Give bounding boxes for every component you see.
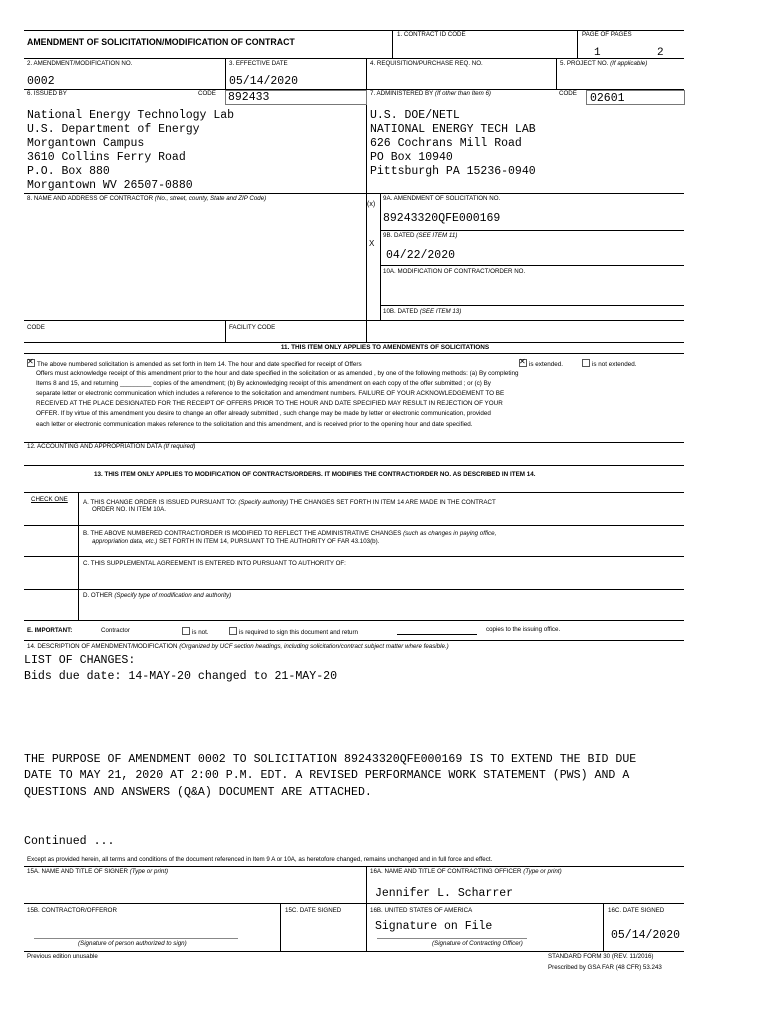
- rule: [366, 193, 367, 342]
- rule: [24, 342, 684, 343]
- signature-person-caption: (Signature of person authorized to sign): [78, 940, 187, 947]
- contractor-code-label: CODE: [27, 324, 45, 331]
- important-contractor: Contractor: [101, 627, 130, 634]
- officer-date-signed-value: 05/14/2020: [611, 929, 681, 942]
- issued-address-line: U.S. Department of Energy: [27, 123, 200, 136]
- rule: [380, 230, 684, 231]
- rule: [392, 30, 393, 58]
- issued-address-line: 3610 Collins Ferry Road: [27, 151, 186, 164]
- officer-date-signed-label: 16C. DATE SIGNED: [608, 907, 665, 914]
- item11-text-line: Items 8 and 15, and returning _________ copies of the amendment; (b) By acknowledging receipt of this amendment on each copy of the offer submitted ; or (c) By: [36, 380, 491, 387]
- usa-label: 16B. UNITED STATES OF AMERICA: [370, 907, 473, 914]
- rule: [78, 492, 79, 620]
- item11-text-line: each letter or electronic communication makes reference to the solicitation and this amendment, and is received prior to the opening hour and date specified.: [36, 421, 473, 428]
- rule: [24, 353, 684, 354]
- page-number: 1: [594, 47, 601, 59]
- contract-id-label: 1. CONTRACT ID CODE: [397, 31, 466, 38]
- rule: [24, 951, 684, 952]
- rule: [24, 589, 684, 590]
- accounting-data-label: 12. ACCOUNTING AND APPROPRIATION DATA (If required): [27, 443, 196, 450]
- dated-9b-label: 9B. DATED (SEE ITEM 11): [383, 232, 458, 239]
- rule: [556, 58, 557, 89]
- important-is-required: is required to sign this document and return: [229, 627, 358, 637]
- facility-code-label: FACILITY CODE: [229, 324, 276, 331]
- item13-c-line: C. THIS SUPPLEMENTAL AGREEMENT IS ENTERED INTO PURSUANT TO AUTHORITY OF:: [83, 560, 346, 567]
- page-total: 2: [657, 47, 664, 59]
- rule: [603, 903, 604, 951]
- administered-address-line: U.S. DOE/NETL: [370, 109, 460, 122]
- checkbox-checked-icon: [27, 359, 35, 367]
- rule: [24, 903, 684, 904]
- rule: [366, 58, 367, 193]
- dated-10b-label: 10B. DATED (SEE ITEM 13): [383, 308, 462, 315]
- effective-date-value: 05/14/2020: [229, 75, 299, 88]
- administered-address-line: Pittsburgh PA 15236-0940: [370, 165, 536, 178]
- officer-name-label: 16A. NAME AND TITLE OF CONTRACTING OFFICER (Type or print): [370, 868, 562, 875]
- item13-a-line2: ORDER NO. IN ITEM 10A.: [92, 506, 166, 513]
- item9-mark-column: (x): [367, 201, 376, 208]
- item13-b-line: B. THE ABOVE NUMBERED CONTRACT/ORDER IS MODIFIED TO REFLECT THE ADMINISTRATIVE CHANGES (such as changes in paying office,: [83, 530, 497, 537]
- item11-text-line: separate letter or electronic communication which includes a reference to the solicitation and amendment numbers. FAILURE OF YOUR ACKNOWLEDGEMENT TO BE: [36, 390, 505, 397]
- description-line: QUESTIONS AND ANSWERS (Q&A) DOCUMENT ARE ATTACHED.: [24, 786, 372, 799]
- project-no-label: 5. PROJECT NO. (If applicable): [560, 60, 648, 67]
- contractor-date-signed-label: 15C. DATE SIGNED: [285, 907, 342, 914]
- item11-text-line: OFFER. If by virtue of this amendment you desire to change an offer already submitted , such change may be made by letter or electronic communication, provided: [36, 410, 491, 417]
- requisition-label: 4. REQUISITION/PURCHASE REQ. NO.: [370, 60, 483, 67]
- issued-address-line: P.O. Box 880: [27, 165, 110, 178]
- modification-contract-label: 10A. MODIFICATION OF CONTRACT/ORDER NO.: [383, 268, 526, 275]
- item13-b-line2: appropriation data, etc.) SET FORTH IN ITEM 14, PURSUANT TO THE AUTHORITY OF FAR 43.103(b).: [92, 538, 380, 545]
- standard-form-note: STANDARD FORM 30 (REV. 11/2016): [548, 953, 654, 960]
- issued-address-line: Morgantown WV 26507-0880: [27, 179, 193, 192]
- item13-d-line: D. OTHER (Specify type of modification and authority): [83, 592, 232, 599]
- issued-code-label: CODE: [198, 90, 216, 97]
- item13-header: 13. THIS ITEM ONLY APPLIES TO MODIFICATION OF CONTRACTS/ORDERS. IT MODIFIES THE CONTRACT/ORDER NO. AS DESCRIBED IN ITEM 14.: [94, 471, 536, 478]
- rule: [24, 465, 684, 466]
- rule: [280, 903, 281, 951]
- item9b-mark: X: [369, 239, 375, 248]
- signature-line: [34, 938, 238, 939]
- rule: [24, 525, 684, 526]
- rule: [225, 58, 226, 89]
- description-label: 14. DESCRIPTION OF AMENDMENT/MODIFICATION (Organized by UCF section headings, including solicitation/contract subject matter where feasible.): [27, 643, 449, 650]
- checkbox-checked-icon: [519, 359, 527, 367]
- amendment-solicitation-value: 89243320QFE000169: [383, 212, 501, 225]
- check-one-label: CHECK ONE: [31, 496, 68, 503]
- important-is-not: is not.: [182, 627, 209, 637]
- rule: [24, 320, 684, 321]
- not-extended-option: is not extended.: [582, 359, 636, 370]
- item11-header: 11. THIS ITEM ONLY APPLIES TO AMENDMENTS OF SOLICITATIONS: [280, 344, 490, 351]
- item11-text-line: RECEIVED AT THE PLACE DESIGNATED FOR THE RECEIPT OF OFFERS PRIOR TO THE HOUR AND DATE SPECIFIED MAY RESULT IN REJECTION OF YOUR: [36, 400, 503, 407]
- administered-address-line: PO Box 10940: [370, 151, 453, 164]
- effective-date-label: 3. EFFECTIVE DATE: [229, 60, 288, 67]
- previous-edition-note: Previous edition unusable: [27, 953, 98, 960]
- item13-a-line: A. THIS CHANGE ORDER IS ISSUED PURSUANT TO: (Specify authority) THE CHANGES SET FORTH IN ITEM 14 ARE MADE IN THE CONTRACT: [83, 499, 496, 506]
- rule: [24, 556, 684, 557]
- except-statement: Except as provided herein, all terms and conditions of the document referenced in Item 9 A or 10A, as heretofore changed, remains unchanged and in full force and effect.: [27, 856, 493, 863]
- rule: [24, 640, 684, 641]
- signer-name-label: 15A. NAME AND TITLE OF SIGNER (Type or print): [27, 868, 169, 875]
- rule: [577, 30, 578, 58]
- contractor-offeror-label: 15B. CONTRACTOR/OFFEROR: [27, 907, 117, 914]
- dated-9b-value: 04/22/2020: [386, 249, 456, 262]
- administered-code-value: 02601: [590, 92, 625, 105]
- rule: [24, 620, 684, 621]
- rule: [225, 320, 226, 342]
- description-line: Bids due date: 14-MAY-20 changed to 21-MAY-20: [24, 670, 338, 683]
- copies-blank: [397, 634, 477, 635]
- important-copies: copies to the issuing office.: [486, 626, 561, 633]
- signature-officer-caption: (Signature of Contracting Officer): [432, 940, 523, 947]
- prescribed-note: Prescribed by GSA FAR (48 CFR) 53.243: [548, 964, 662, 971]
- officer-name-value: Jennifer L. Scharrer: [375, 887, 514, 900]
- issued-address-line: National Energy Technology Lab: [27, 109, 235, 122]
- checkbox-icon: [182, 627, 190, 635]
- checkbox-icon: [582, 359, 590, 367]
- checkbox-icon: [229, 627, 237, 635]
- rule: [24, 193, 684, 194]
- rule: [24, 58, 684, 59]
- rule: [366, 866, 367, 951]
- description-line: DATE TO MAY 21, 2020 AT 2:00 P.M. EDT. A REVISED PERFORMANCE WORK STATEMENT (PWS) AND A: [24, 769, 630, 782]
- contractor-label: 8. NAME AND ADDRESS OF CONTRACTOR (No., street, county, State and ZIP Code): [27, 195, 267, 202]
- rule: [24, 866, 684, 867]
- administered-code-label: CODE: [559, 90, 577, 97]
- administered-address-line: NATIONAL ENERGY TECH LAB: [370, 123, 536, 136]
- issued-address-line: Morgantown Campus: [27, 137, 145, 150]
- signature-line: [377, 938, 527, 939]
- extended-option: ✕ is extended.: [519, 359, 563, 370]
- amendment-no-label: 2. AMENDMENT/MODIFICATION NO.: [27, 60, 133, 67]
- item11-lead: ✕The above numbered solicitation is amended as set forth in Item 14. The hour and date specified for receipt of Offers: [27, 359, 362, 370]
- amendment-solicitation-label: 9A. AMENDMENT OF SOLICITATION NO.: [383, 195, 501, 202]
- form-title: AMENDMENT OF SOLICITATION/MODIFICATION OF CONTRACT: [27, 37, 295, 47]
- administered-address-line: 626 Cochrans Mill Road: [370, 137, 522, 150]
- officer-signature-value: Signature on File: [375, 920, 493, 933]
- issued-by-label: 6. ISSUED BY: [27, 90, 67, 97]
- description-line: THE PURPOSE OF AMENDMENT 0002 TO SOLICITATION 89243320QFE000169 IS TO EXTEND THE BID DUE: [24, 753, 637, 766]
- administered-by-label: 7. ADMINISTERED BY (If other than Item 6): [370, 90, 491, 97]
- item11-text-line: Offers must acknowledge receipt of this amendment prior to the hour and date specified in the solicitation or as amended , by one of the following methods: (a) By completing: [36, 370, 519, 377]
- amendment-no-value: 0002: [27, 75, 55, 88]
- page-of-pages-label: PAGE OF PAGES: [582, 31, 632, 38]
- rule: [380, 265, 684, 266]
- rule: [380, 305, 684, 306]
- rule: [380, 193, 381, 320]
- rule: [24, 492, 684, 493]
- issued-code-value: 892433: [228, 91, 270, 104]
- important-label: E. IMPORTANT:: [27, 627, 73, 634]
- description-line: Continued ...: [24, 835, 115, 848]
- description-line: LIST OF CHANGES:: [24, 654, 136, 667]
